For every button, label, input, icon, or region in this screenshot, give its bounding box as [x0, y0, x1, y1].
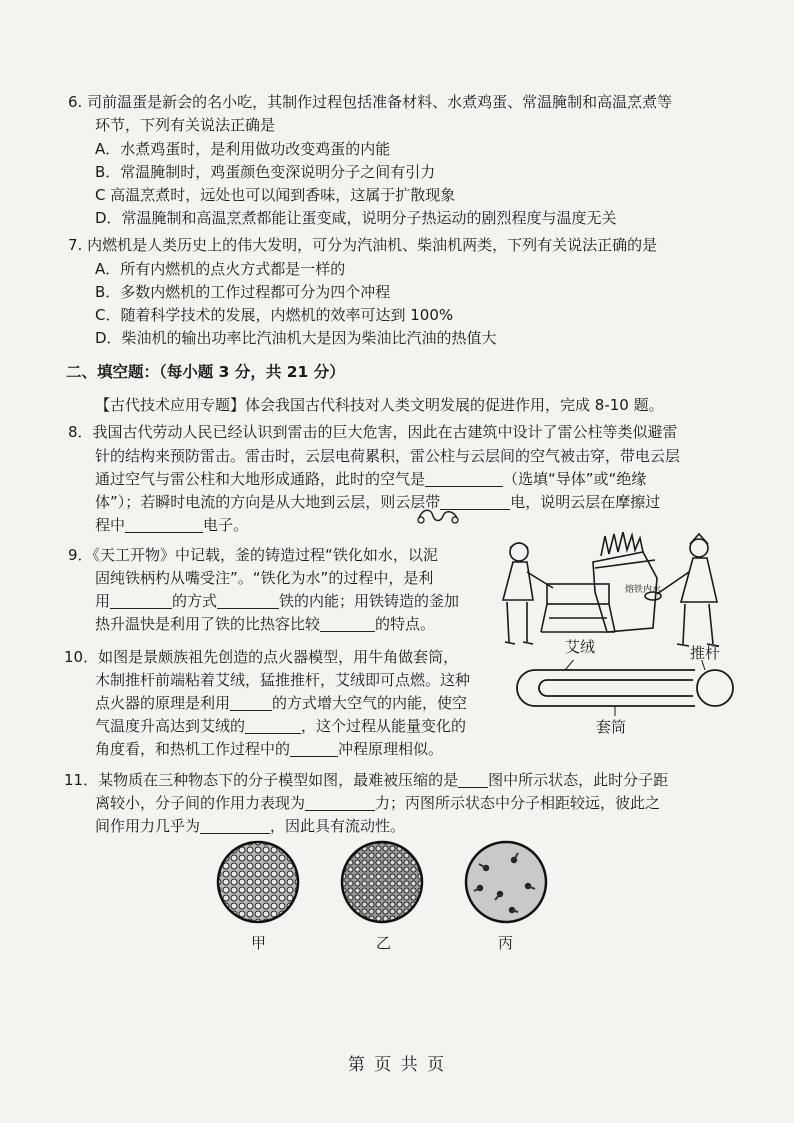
q10-line3: 点火器的原理是利用 的方式增大空气的内能，使空 — [95, 694, 468, 712]
label-taotong: 套筒 — [596, 718, 627, 736]
q10-line1: 10．如图是景颇族祖先创造的点火器模型，用牛角做套筒， — [64, 648, 459, 666]
q11-line3: 间作用力几乎为 ，因此具有流动性。 — [95, 817, 406, 835]
q7-stem: 7. 内燃机是人类历史上的伟大发明，可分为汽油机、柴油机两类，下列有关说法正确的是 — [68, 236, 658, 254]
q6-stem-line2: 环节，下列有关说法正确是 — [95, 116, 276, 134]
q9-blank-3[interactable] — [320, 615, 375, 632]
q11-line2: 离较小，分子间的作用力表现为 力；丙图所示状态中分子相距较远，彼此之 — [95, 794, 661, 812]
q8-line5: 程中 电子。 — [95, 516, 249, 534]
section-title: 二、填空题：（每小题 3 分，共 21 分） — [66, 363, 345, 381]
q8-line1: 8．我国古代劳动人民已经认识到雷击的巨大危害，因此在古建筑中设计了雷公柱等类似避雷 — [68, 423, 678, 441]
q7-option-c: C．随着科学技术的发展，内燃机的效率可达到 100% — [95, 306, 454, 324]
q9-line1: 9．《天工开物》中记载，釜的铸造过程“铁化如水，以泥 — [68, 546, 438, 564]
solid-model — [338, 838, 428, 926]
q10-line5: 角度看，和热机工作过程中的 冲程原理相似。 — [95, 740, 444, 758]
q8-line3: 通过空气与雷公柱和大地形成通路，此时的空气是 （选填“导体”或“绝缘 — [95, 470, 647, 488]
label-airong: 艾绒 — [565, 638, 596, 656]
q9-line2: 固纯铁柄杓从嘴受注”。“铁化为水”的过程中，是利 — [95, 569, 434, 587]
q10-blank-1[interactable] — [230, 694, 272, 711]
q9-blank-2[interactable] — [217, 592, 279, 609]
q9-line4: 热升温快是利用了铁的比热容比较 的特点。 — [95, 615, 436, 633]
liquid-model — [214, 838, 304, 926]
gas-model — [466, 842, 546, 922]
q6-option-a: A．水煮鸡蛋时，是利用做功改变鸡蛋的内能 — [95, 140, 391, 158]
q8-blank-1[interactable] — [425, 470, 503, 487]
q6-option-d: D．常温腌制和高温烹煮都能让蛋变咸，说明分子热运动的剧烈程度与温度无关 — [95, 209, 617, 227]
q8-line4: 体”）；若瞬时电流的方向是从大地到云层，则云层带 电，说明云层在摩擦过 — [95, 493, 661, 511]
iron-casting-illustration — [477, 532, 747, 660]
fire-piston-diagram — [505, 660, 745, 716]
q8-line2: 针的结构来预防雷击。雷击时，云层电荷累积，雷公柱与云层间的空气被击穿，带电云层 — [95, 447, 681, 465]
page-footer: 第 页 共 页 — [347, 1055, 447, 1075]
q8-blank-3[interactable] — [125, 516, 203, 533]
q11-blank-2[interactable] — [305, 794, 375, 811]
scroll-ornament-icon — [415, 506, 461, 528]
q7-option-b: B．多数内燃机的工作过程都可分为四个冲程 — [95, 283, 391, 301]
q11-line1: 11．某物质在三种物态下的分子模型如图，最难被压缩的是 图中所示状态，此时分子距 — [64, 771, 669, 789]
q6-option-b: B．常温腌制时，鸡蛋颜色变深说明分子之间有引力 — [95, 163, 436, 181]
q9-line3: 用 的方式 铁的内能；用铁铸造的釜加 — [95, 592, 460, 610]
q10-blank-3[interactable] — [290, 740, 338, 757]
label-bing: 丙 — [498, 934, 514, 952]
q7-option-a: A．所有内燃机的点火方式都是一样的 — [95, 260, 346, 278]
q6-option-c: C 高温烹煮时，远处也可以闻到香味，这属于扩散现象 — [95, 186, 456, 204]
q10-blank-2[interactable] — [245, 717, 301, 734]
molecule-models-figure — [214, 838, 554, 926]
label-yi: 乙 — [376, 934, 392, 952]
q7-option-d: D．柴油机的输出功率比汽油机大是因为柴油比汽油的热值大 — [95, 329, 497, 347]
q9-blank-1[interactable] — [110, 592, 172, 609]
q10-line4: 气温度升高达到艾绒的 ，这个过程从能量变化的 — [95, 717, 467, 735]
section-note: 【古代技术应用专题】体会我国古代科技对人类文明发展的促进作用，完成 8-10 题。 — [95, 396, 664, 414]
label-jia: 甲 — [251, 934, 267, 952]
furnace-label: 熔铁内水 — [625, 585, 662, 595]
q11-blank-3[interactable] — [200, 817, 270, 834]
label-tuigan: 推杆 — [690, 644, 721, 662]
q6-stem-line1: 6. 司前温蛋是新会的名小吃，其制作过程包括准备材料、水煮鸡蛋、常温腌制和高温烹煮等 — [68, 93, 673, 111]
q10-line2: 木制推杆前端粘着艾绒，猛推推杆，艾绒即可点燃。这种 — [95, 671, 471, 689]
q11-blank-1[interactable] — [458, 771, 488, 788]
